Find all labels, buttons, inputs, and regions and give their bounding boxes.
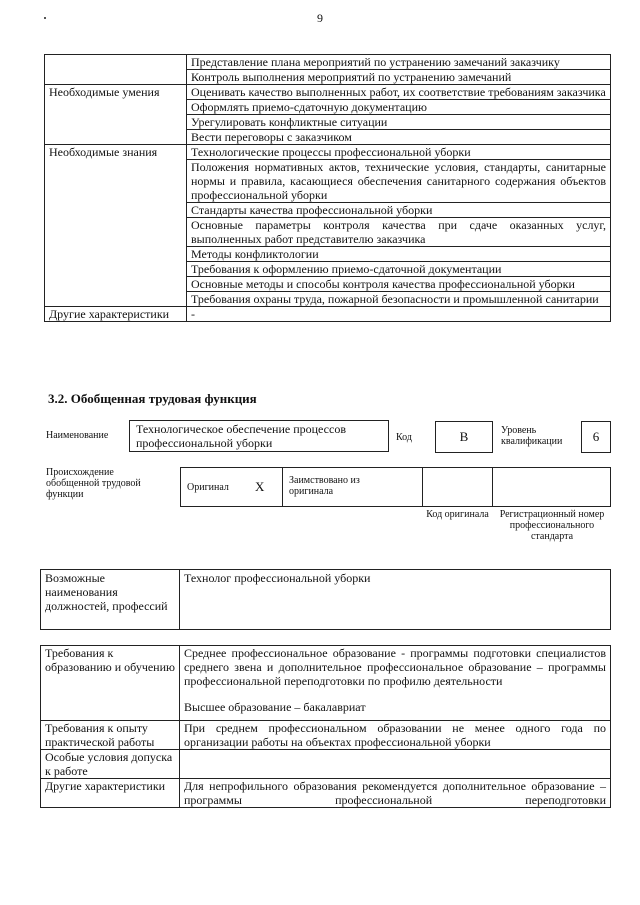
- level-value: 6: [592, 429, 600, 444]
- code-box: [435, 421, 493, 453]
- section-title: 3.2. Обобщенная трудовая функция: [48, 391, 257, 406]
- education-value-2: Высшее образование – бакалавриат: [184, 700, 366, 714]
- knowledge-item: Требования к оформлению приемо-сдаточной документации: [187, 262, 611, 277]
- empty-label-cell: [45, 55, 187, 70]
- knowledge-item: Требования охраны труда, пожарной безопасности и промышленной санитарии: [187, 292, 611, 307]
- knowledge-item: Методы конфликтологии: [187, 247, 611, 262]
- knowledge-item: Технологические процессы профессиональной уборки: [187, 145, 611, 160]
- knowledge-item: Положения нормативных актов, технические условия, стандарты, санитарные нормы и правила, касающиеся обеспечения санитарного содержания объектов профессиональной уборки: [187, 160, 611, 203]
- name-label: Наименование: [46, 430, 109, 441]
- experience-label: Требования к опыту практической работы: [41, 721, 180, 750]
- knowledge-item: Основные методы и способы контроля качества профессиональной уборки: [187, 277, 611, 292]
- education-value: Среднее профессиональное образование - программы подготовки специалистов среднего звена и дополнительное профессиональное образование – программы профессиональной переподготовки по профилю деятельности: [184, 646, 606, 688]
- borrowed-cell: [282, 467, 423, 507]
- requirements-table: [40, 645, 611, 808]
- other-characteristics-label: Другие характеристики: [41, 779, 180, 808]
- skill-item: Урегулировать конфликтные ситуации: [187, 115, 611, 130]
- action-item: Контроль выполнения мероприятий по устранению замечаний: [187, 70, 611, 85]
- reg-number-caption: Регистрационный номер профессионального стандарта: [499, 509, 605, 542]
- positions-table: [40, 569, 611, 630]
- code-original-caption: Код оригинала: [426, 509, 489, 520]
- level-box: [581, 421, 611, 453]
- original-cell: [180, 467, 283, 507]
- special-conditions-label: Особые условия допуска к работе: [41, 750, 180, 779]
- original-mark: X: [255, 479, 265, 494]
- labour-function-table: [44, 54, 611, 322]
- function-name-box: [129, 420, 389, 452]
- positions-value: Технолог профессиональной уборки: [180, 570, 611, 630]
- level-label: Уровень квалификации: [501, 425, 563, 447]
- knowledge-item: Стандарты качества профессиональной уборки: [187, 203, 611, 218]
- other-characteristics-value: Для непрофильного образования рекомендуется дополнительное образование – программы профессиональной переподготовки: [180, 779, 611, 808]
- experience-value: При среднем профессиональном образовании не менее одного года по организации работы на объектах профессиональной уборки: [180, 721, 611, 750]
- reg-number-cell: [492, 467, 611, 507]
- origin-label: Происхождение обобщенной трудовой функции: [46, 467, 141, 500]
- original-label: Оригинал: [187, 482, 229, 493]
- function-name-value: Технологическое обеспечение процессов профессиональной уборки: [136, 422, 346, 450]
- knowledge-label: Необходимые знания: [45, 145, 187, 307]
- special-conditions-value: [180, 750, 611, 779]
- code-value: B: [459, 429, 469, 444]
- skills-label: Необходимые умения: [45, 85, 187, 145]
- skill-item: Оценивать качество выполненных работ, их соответствие требованиям заказчика: [187, 85, 611, 100]
- skill-item: Вести переговоры с заказчиком: [187, 130, 611, 145]
- empty-label-cell: [45, 70, 187, 85]
- education-cell: [180, 646, 611, 721]
- action-item: Представление плана мероприятий по устранению замечаний заказчику: [187, 55, 611, 70]
- knowledge-item: Основные параметры контроля качества при сдаче оказанных услуг, выполненных работ представителю заказчика: [187, 218, 611, 247]
- education-label: Требования к образованию и обучению: [41, 646, 180, 721]
- skill-item: Оформлять приемо-сдаточную документацию: [187, 100, 611, 115]
- borrowed-label: Заимствовано из оригинала: [289, 475, 360, 497]
- other-characteristics-label: Другие характеристики: [45, 307, 187, 322]
- positions-label: Возможные наименования должностей, профессий: [41, 570, 180, 630]
- other-characteristics-value: -: [187, 307, 611, 322]
- page-number: 9: [317, 11, 323, 25]
- code-original-cell: [422, 467, 493, 507]
- code-label: Код: [396, 432, 412, 443]
